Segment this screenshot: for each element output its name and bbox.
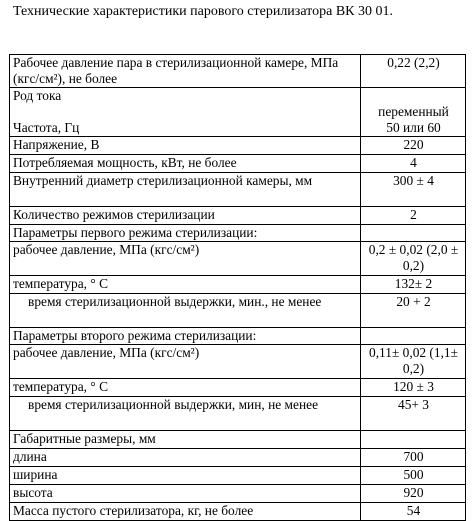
document-title: Технические характеристики парового стерилизатора ВК 30 01. [13, 4, 393, 19]
row-label-text: время стерилизационной выдержки, мин, не менее [28, 397, 319, 412]
row-label: температура, ° С [10, 276, 361, 294]
row-value: 220 [361, 137, 466, 155]
table-row [10, 137, 466, 155]
table-row [10, 242, 466, 276]
table-row [10, 431, 466, 449]
spec-table [9, 54, 466, 521]
table-row [10, 155, 466, 173]
row-value [361, 225, 466, 242]
row-label-text: время стерилизационной выдержки, мин., не менее [28, 294, 322, 309]
table-row [10, 294, 466, 328]
row-value [361, 431, 466, 449]
table-row [10, 276, 466, 294]
table-row [10, 173, 466, 207]
table-row [10, 120, 466, 137]
table-row [10, 225, 466, 242]
row-label [10, 294, 361, 328]
row-value: 0,11± 0,02 (1,1± 0,2) [361, 345, 466, 379]
row-label: Масса пустого стерилизатора, кг, не более [10, 503, 361, 521]
row-label: Потребляемая мощность, кВт, не более [10, 155, 361, 173]
table-row [10, 503, 466, 521]
table-row [10, 55, 466, 88]
table-row [10, 207, 466, 225]
row-value: 0,22 (2,2) [361, 55, 466, 88]
row-value: переменный [361, 88, 466, 121]
table-row [10, 345, 466, 379]
row-value: 2 [361, 207, 466, 225]
section-heading: Параметры второго режима стерилизации: [10, 328, 361, 345]
row-value: 132± 2 [361, 276, 466, 294]
row-label [10, 397, 361, 431]
table-row [10, 88, 466, 121]
row-label: высота [10, 485, 361, 503]
table-row [10, 467, 466, 485]
row-value: 4 [361, 155, 466, 173]
row-label: Частота, Гц [10, 120, 361, 137]
table-row [10, 328, 466, 345]
section-heading: Габаритные размеры, мм [10, 431, 361, 449]
table-row [10, 397, 466, 431]
table-row [10, 449, 466, 467]
row-value: 300 ± 4 [361, 173, 466, 207]
row-label: длина [10, 449, 361, 467]
row-value [361, 328, 466, 345]
row-label: Род тока [10, 88, 361, 121]
row-value: 700 [361, 449, 466, 467]
row-value: 20 + 2 [361, 294, 466, 328]
row-label: Внутренний диаметр стерилизационной камеры, мм [10, 173, 361, 207]
row-label: температура, ° С [10, 379, 361, 397]
row-label: Рабочее давление пара в стерилизационной камере, МПа (кгс/см²), не более [10, 55, 361, 88]
row-label: рабочее давление, МПа (кгс/см²) [10, 242, 361, 276]
row-value: 45+ 3 [361, 397, 466, 431]
table-row [10, 485, 466, 503]
row-value: 120 ± 3 [361, 379, 466, 397]
row-value: 0,2 ± 0,02 (2,0 ± 0,2) [361, 242, 466, 276]
row-label: рабочее давление, МПа (кгс/см²) [10, 345, 361, 379]
row-label: Напряжение, В [10, 137, 361, 155]
row-value: 920 [361, 485, 466, 503]
row-value: 54 [361, 503, 466, 521]
row-label: ширина [10, 467, 361, 485]
section-heading: Параметры первого режима стерилизации: [10, 225, 361, 242]
row-value: 500 [361, 467, 466, 485]
row-label: Количество режимов стерилизации [10, 207, 361, 225]
row-value: 50 или 60 [361, 120, 466, 137]
table-row [10, 379, 466, 397]
